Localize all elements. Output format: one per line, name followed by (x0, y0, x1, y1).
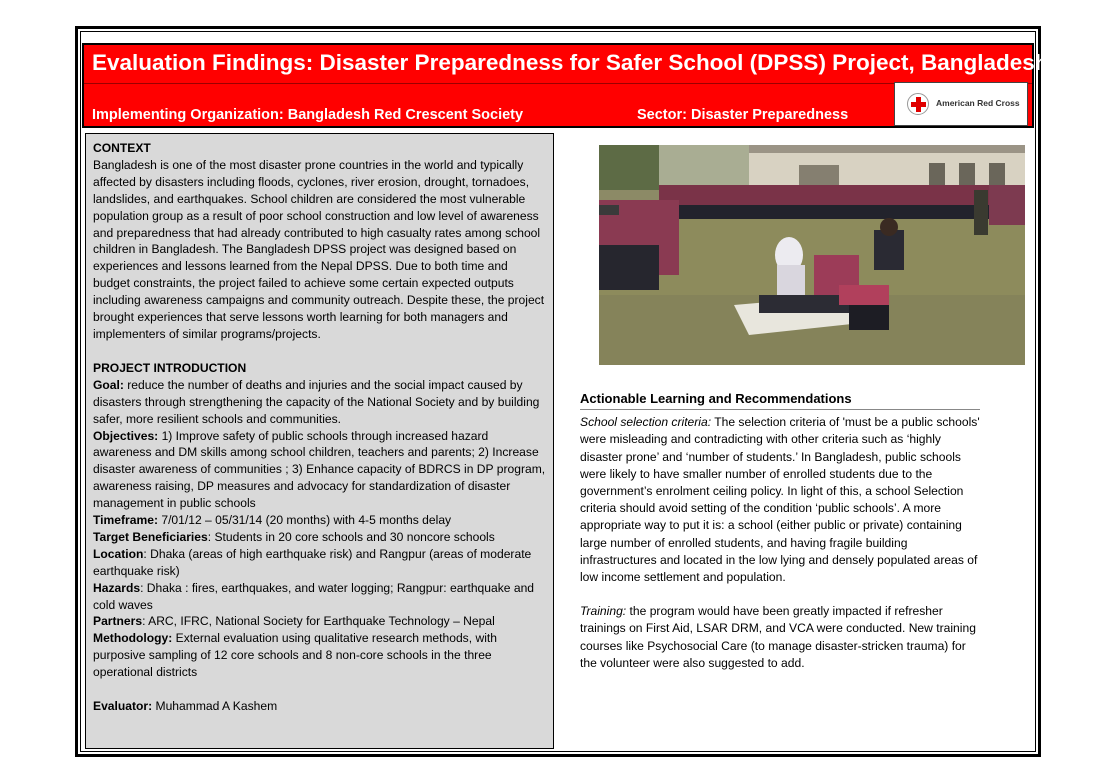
context-panel (85, 133, 554, 749)
methodology-text: External evaluation using qualitative research methods, with purposive sampling of 12 core schools and 8 non-core schools in the three operational districts (93, 631, 497, 680)
objectives-paragraph (93, 428, 546, 513)
recommendations-heading: Actionable Learning and Recommendations (580, 390, 980, 410)
training-text: the program would have been greatly impacted if refresher trainings on First Aid, LSAR DRM, and VCA were conducted. New training courses like Psychosocial Care (to manage disaster-stricken trauma) for the volunteer were also suggested to add. (580, 604, 976, 670)
hazards-paragraph (93, 580, 546, 614)
training-label: Training: (580, 604, 627, 619)
location-text: : Dhaka (areas of high earthquake risk) and Rangpur (areas of moderate earthquake risk) (93, 546, 532, 578)
evaluator-text: Muhammad A Kashem (152, 699, 278, 714)
logo-text: American Red Cross (936, 98, 1020, 108)
beneficiaries-label: Target Beneficiaries (93, 529, 208, 544)
title-banner (82, 43, 1049, 128)
goal-label: Goal: (93, 377, 124, 392)
beneficiaries-text: : Students in 20 core schools and 30 noncore schools (207, 529, 495, 544)
recommendation-selection (580, 414, 980, 586)
timeframe-label: Timeframe: (93, 513, 158, 528)
objectives-text: 1) Improve safety of public schools through increased hazard awareness and DM skills among school children, teachers and parents; 2) Increase disaster awareness of communities ; 3) Enhance capacity of BDRCS in DP program, awareness raising, DP measures and advocacy for standardization of disaster management in public schools (93, 428, 546, 511)
beneficiaries-paragraph (93, 529, 546, 546)
banner-divider (84, 83, 1032, 84)
recommendations-section (580, 390, 980, 672)
evaluator-label: Evaluator: (93, 699, 153, 714)
partners-label: Partners (93, 614, 143, 629)
partners-text: : ARC, IFRC, National Society for Earthquake Technology – Nepal (142, 614, 495, 629)
implementing-organization: Implementing Organization: Bangladesh Red Crescent Society (92, 107, 524, 123)
context-heading: CONTEXT (93, 141, 151, 155)
american-red-cross-logo (894, 82, 1028, 126)
school-drill-photo (599, 145, 1025, 365)
location-paragraph (93, 546, 546, 580)
page-title: Evaluation Findings: Disaster Preparedness for Safer School (DPSS) Project, Bangladesh (92, 50, 1049, 75)
hazards-text: : Dhaka : fires, earthquakes, and water logging; Rangpur: earthquake and cold waves (93, 580, 535, 612)
timeframe-paragraph (93, 512, 546, 529)
objectives-label: Objectives: (93, 428, 159, 443)
goal-text: reduce the number of deaths and injuries and the social impact caused by disasters through strengthening the capacity of the National Society and by building safer, more resilient schools and communities. (93, 377, 540, 426)
evaluator-paragraph (93, 698, 546, 715)
hazards-label: Hazards (93, 580, 141, 595)
intro-heading: PROJECT INTRODUCTION (93, 360, 247, 375)
sector-label: Sector: Disaster Preparedness (637, 107, 849, 123)
timeframe-text: 7/01/12 – 05/31/14 (20 months) with 4-5 months delay (157, 513, 452, 528)
selection-text: The selection criteria of 'must be a public schools' were misleading and contradicting with other criteria such as ‘highly disaster prone’ and ‘number of students.’ In Bangladesh, public schools were likely to have smaller number of enrolled students due to the government’s enrolment ceiling policy. In light of this, a school Selection criteria should avoid setting of the condition ‘public schools’. A more appropriate way to put it is: a school (either public or private) containing large number of enrolled students, and having fragile building infrastructures and located in the low lying and densely populated areas of low income settlement and population. (580, 415, 980, 585)
methodology-paragraph (93, 630, 546, 681)
partners-paragraph (93, 613, 546, 630)
selection-label: School selection criteria: (580, 415, 712, 430)
methodology-label: Methodology: (93, 631, 173, 646)
goal-paragraph (93, 377, 546, 428)
location-label: Location (93, 546, 144, 561)
red-cross-icon (907, 93, 929, 115)
recommendation-training (580, 603, 980, 672)
school-drill-illustration (599, 145, 1025, 365)
context-body: Bangladesh is one of the most disaster prone countries in the world and typically affected by disasters including floods, cyclones, river erosion, drought, tornadoes, landslides, and earthquakes. School children are considered the most vulnerable population group as a result of poor school construction and low level of awareness and preparedness that had already contributed to high casualty rates among school children in Bangladesh. The Bangladesh DPSS project was designed based on experiences and lessons learned from the Nepal DPSS. Due to both time and budget constraints, the project failed to achieve some certain expected outputs including awareness campaigns and community outreach. Despite these, the project brought experiences that serve lessons worth learning for both managers and implementers of similar programs/projects. (93, 157, 545, 341)
